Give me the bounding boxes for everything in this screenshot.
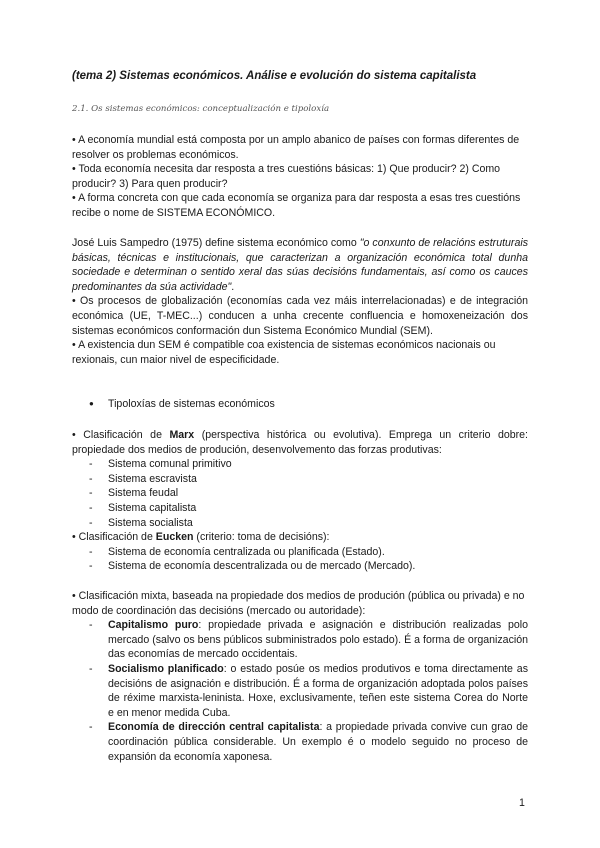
typology-heading-text: ● Tipoloxías de sistemas económicos: [72, 397, 528, 412]
marx-post: (perspectiva histórica ou evolutiva). Emprega un criterio dobre: propiedade dos medios de produción, desenvolvemento das forzas produtivas:: [72, 429, 529, 456]
intro-bullet: • Toda economía necesita dar resposta a tres cuestións básicas: 1) Que producir? 2) Como producir? 3) Para quen producir?: [72, 163, 501, 190]
list-item: - Sistema socialista: [72, 516, 528, 531]
typology-heading: [72, 397, 528, 412]
eucken-name: Eucken: [155, 531, 194, 544]
intro-bullet: • A economía mundial está composta por un amplo abanico de países con formas diferentes de resolver os problemas económicos.: [72, 134, 520, 161]
document-title: (tema 2) Sistemas económicos. Análise e evolución do sistema capitalista: [72, 70, 477, 82]
list-item: - Sistema capitalista: [72, 501, 528, 516]
marx-classification: [72, 428, 528, 457]
item-text: : o estado posúe os medios produtivos e toma directamente as decisións de asignación e distribución. É a forma de organización adoptada polos países de réxime marxista-leninista. Hoxe, exclusivamente, teñen este sistema Corea do Norte e en menor medida Cuba.: [108, 662, 528, 719]
eucken-post: (criterio: toma de decisións):: [193, 531, 330, 544]
item-term: Economía de dirección central capitalista: [108, 721, 320, 734]
item-term: Capitalismo puro: [108, 619, 199, 632]
definition-lead: José Luis Sampedro (1975) define sistema económico como: [72, 237, 360, 249]
list-item: - Sistema de economía descentralizada ou de mercado (Mercado).: [72, 559, 528, 574]
sem-bullet: • A existencia dun SEM é compatible coa existencia de sistemas económicos nacionais ou rexionais, cun maior nivel de especificidade.: [72, 339, 496, 366]
globalization-bullet: • Os procesos de globalización (economías cada vez máis interrelacionadas) e de integración económica (UE, T-MEC...) conducen a unha crecente confluencia e homoxeneización dos sistemas económicos conformación dun Sistema Económico Mundial (SEM).: [72, 295, 528, 337]
list-item: - Sistema comunal primitivo: [72, 457, 528, 472]
item-text: : a propiedade privada convive cun grao de coordinación pública considerable. Un exemplo é o modelo seguido no proceso de expansión da economía xaponesa.: [108, 721, 528, 763]
item-text: : propiedade privada e asignación e distribución realizadas polo mercado (salvo os bens públicos subministrados polo estado). É a forma de organización das economías de mercado occidentais.: [108, 619, 528, 661]
mixed-section: [72, 589, 528, 764]
list-item: [72, 618, 528, 662]
list-item: [72, 720, 528, 764]
eucken-classification: [72, 530, 528, 545]
item-term: Socialismo planificado: [108, 662, 224, 675]
list-item: - Sistema feudal: [72, 486, 528, 501]
definition-end: .: [231, 280, 235, 293]
intro-section: [72, 133, 528, 221]
mixed-list: [72, 618, 528, 764]
list-item: - Sistema escravista: [72, 472, 528, 487]
marx-name: Marx: [169, 429, 195, 441]
sampedro-definition: [72, 236, 528, 294]
definition-quote: "o conxunto de relacións estruturais básicas, técnicas e institucionais, que caracterizan a organización económica total dunha sociedade e determinan o sentido xeral das súas decisións fundamentais, así como os cauces predominantes da súa actividade": [72, 237, 528, 293]
intro-bullet: • A forma concreta con que cada economía se organiza para dar resposta a esas tres cuestións recibe o nome de SISTEMA ECONÓMICO.: [72, 192, 521, 219]
eucken-pre: • Clasificación de: [72, 531, 156, 544]
marx-pre: • Clasificación de: [72, 429, 170, 441]
eucken-list: [72, 545, 528, 574]
mixed-classification: • Clasificación mixta, baseada na propiedade dos medios de produción (pública ou privada) e no modo de coordinación das decisións (mercado ou autoridade):: [72, 590, 525, 617]
list-item: - Sistema de economía centralizada ou planificada (Estado).: [72, 545, 528, 560]
list-item: [72, 662, 528, 720]
definition-section: [72, 236, 528, 367]
section-subtitle: 2.1. Os sistemas económicos: conceptualización e tipoloxía: [72, 104, 330, 114]
marx-section: [72, 428, 528, 574]
marx-list: [72, 457, 528, 530]
page-number: 1: [519, 797, 525, 809]
